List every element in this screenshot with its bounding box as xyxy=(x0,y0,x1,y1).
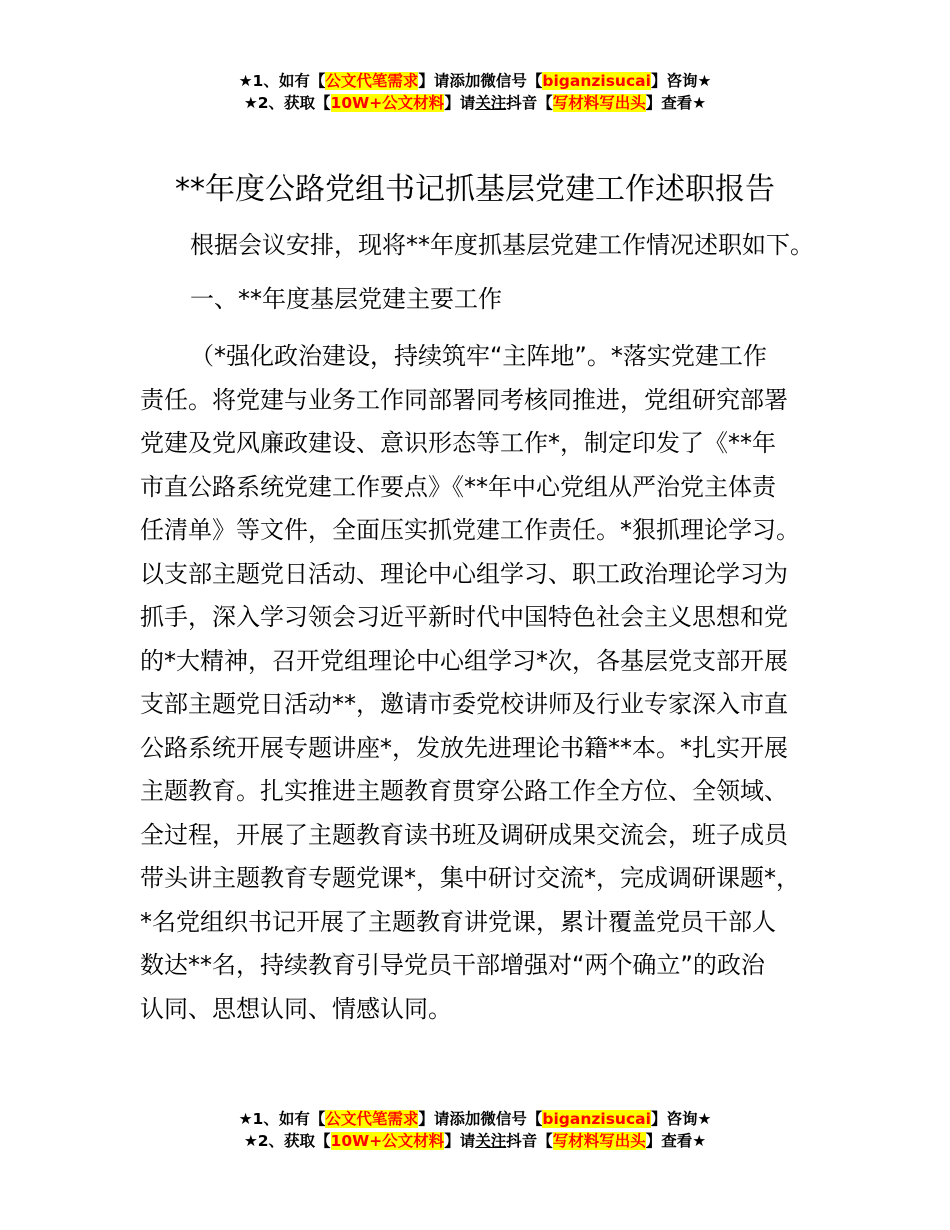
banner-text: 】请 xyxy=(444,1132,476,1150)
body-line: （*强化政治建设，持续筑牢“主阵地”。*落实党建工作 xyxy=(190,342,767,370)
body-line: 市直公路系统党建工作要点》《**年中心党组从严治党主体责 xyxy=(140,472,776,501)
banner-text: 】请添加微信号【 xyxy=(418,72,543,90)
section-heading: 一、**年度基层党建主要工作 xyxy=(190,285,502,313)
body-line: 以支部主题党日活动、理论中心组学习、职工政治理论学习为 xyxy=(140,559,788,588)
body-line: 党建及党风廉政建设、意识形态等工作*，制定印发了《**年 xyxy=(140,429,776,457)
banner-line-1 xyxy=(0,1108,950,1130)
body-paragraph xyxy=(140,335,840,1031)
banner-text: 】咨询★ xyxy=(650,72,712,90)
banner-text: 】查看★ xyxy=(645,94,707,112)
banner-text: 】查看★ xyxy=(645,1132,707,1150)
footer-banner xyxy=(0,1108,950,1152)
banner-text: ★1、如有【 xyxy=(238,72,326,90)
body-line: 数达**名，持续教育引导党员干部增强对“两个确立”的政治 xyxy=(140,951,765,979)
body-line: 抓手，深入学习领会习近平新时代中国特色社会主义思想和党 xyxy=(140,603,788,631)
banner-text: ★2、获取【 xyxy=(243,1132,331,1150)
body-line: 带头讲主题教育专题党课*，集中研讨交流*，完成调研课题*， xyxy=(140,864,800,892)
banner-underlined: 关注 xyxy=(475,94,507,112)
banner-highlight: 10W+公文材料 xyxy=(330,94,445,112)
body-line: *名党组织书记开展了主题教育讲党课，累计覆盖党员干部人 xyxy=(140,907,776,936)
header-banner xyxy=(0,70,950,114)
document-title: **年度公路党组书记抓基层党建工作述职报告 xyxy=(175,172,775,207)
body-line: 全过程，开展了主题教育读书班及调研成果交流会，班子成员 xyxy=(140,820,788,849)
banner-text: 】请添加微信号【 xyxy=(418,1110,543,1128)
body-line: 公路系统开展专题讲座*，发放先进理论书籍**本。*扎实开展 xyxy=(140,733,788,762)
banner-wechat-id: biganzisucai xyxy=(542,72,651,90)
banner-text: 】请 xyxy=(444,94,476,112)
banner-text: ★2、获取【 xyxy=(243,94,331,112)
body-line: 主题教育。扎实推进主题教育贯穿公路工作全方位、全领域、 xyxy=(140,777,788,805)
banner-text: 】咨询★ xyxy=(650,1110,712,1128)
body-line: 认同、思想认同、情感认同。 xyxy=(140,994,452,1023)
banner-highlight: 公文代笔需求 xyxy=(325,72,419,90)
banner-line-1 xyxy=(0,70,950,92)
banner-underlined: 关注 xyxy=(475,1132,507,1150)
banner-highlight: 写材料写出头 xyxy=(552,94,646,112)
body-line: 支部主题党日活动**，邀请市委党校讲师及行业专家深入市直 xyxy=(140,690,788,718)
banner-wechat-id: biganzisucai xyxy=(542,1110,651,1128)
banner-text: 抖音【 xyxy=(506,94,553,112)
banner-highlight: 10W+公文材料 xyxy=(330,1132,445,1150)
body-line: 任清单》等文件，全面压实抓党建工作责任。*狠抓理论学习。 xyxy=(140,516,800,544)
body-line: 的*大精神，召开党组理论中心组学习*次，各基层党支部开展 xyxy=(140,646,788,675)
banner-text: ★1、如有【 xyxy=(238,1110,326,1128)
body-line: 责任。将党建与业务工作同部署同考核同推进，党组研究部署 xyxy=(140,385,788,414)
intro-paragraph: 根据会议安排，现将**年度抓基层党建工作情况述职如下。 xyxy=(190,231,814,259)
banner-highlight: 写材料写出头 xyxy=(552,1132,646,1150)
banner-line-2 xyxy=(0,1130,950,1152)
banner-highlight: 公文代笔需求 xyxy=(325,1110,419,1128)
banner-text: 抖音【 xyxy=(506,1132,553,1150)
banner-line-2 xyxy=(0,92,950,114)
